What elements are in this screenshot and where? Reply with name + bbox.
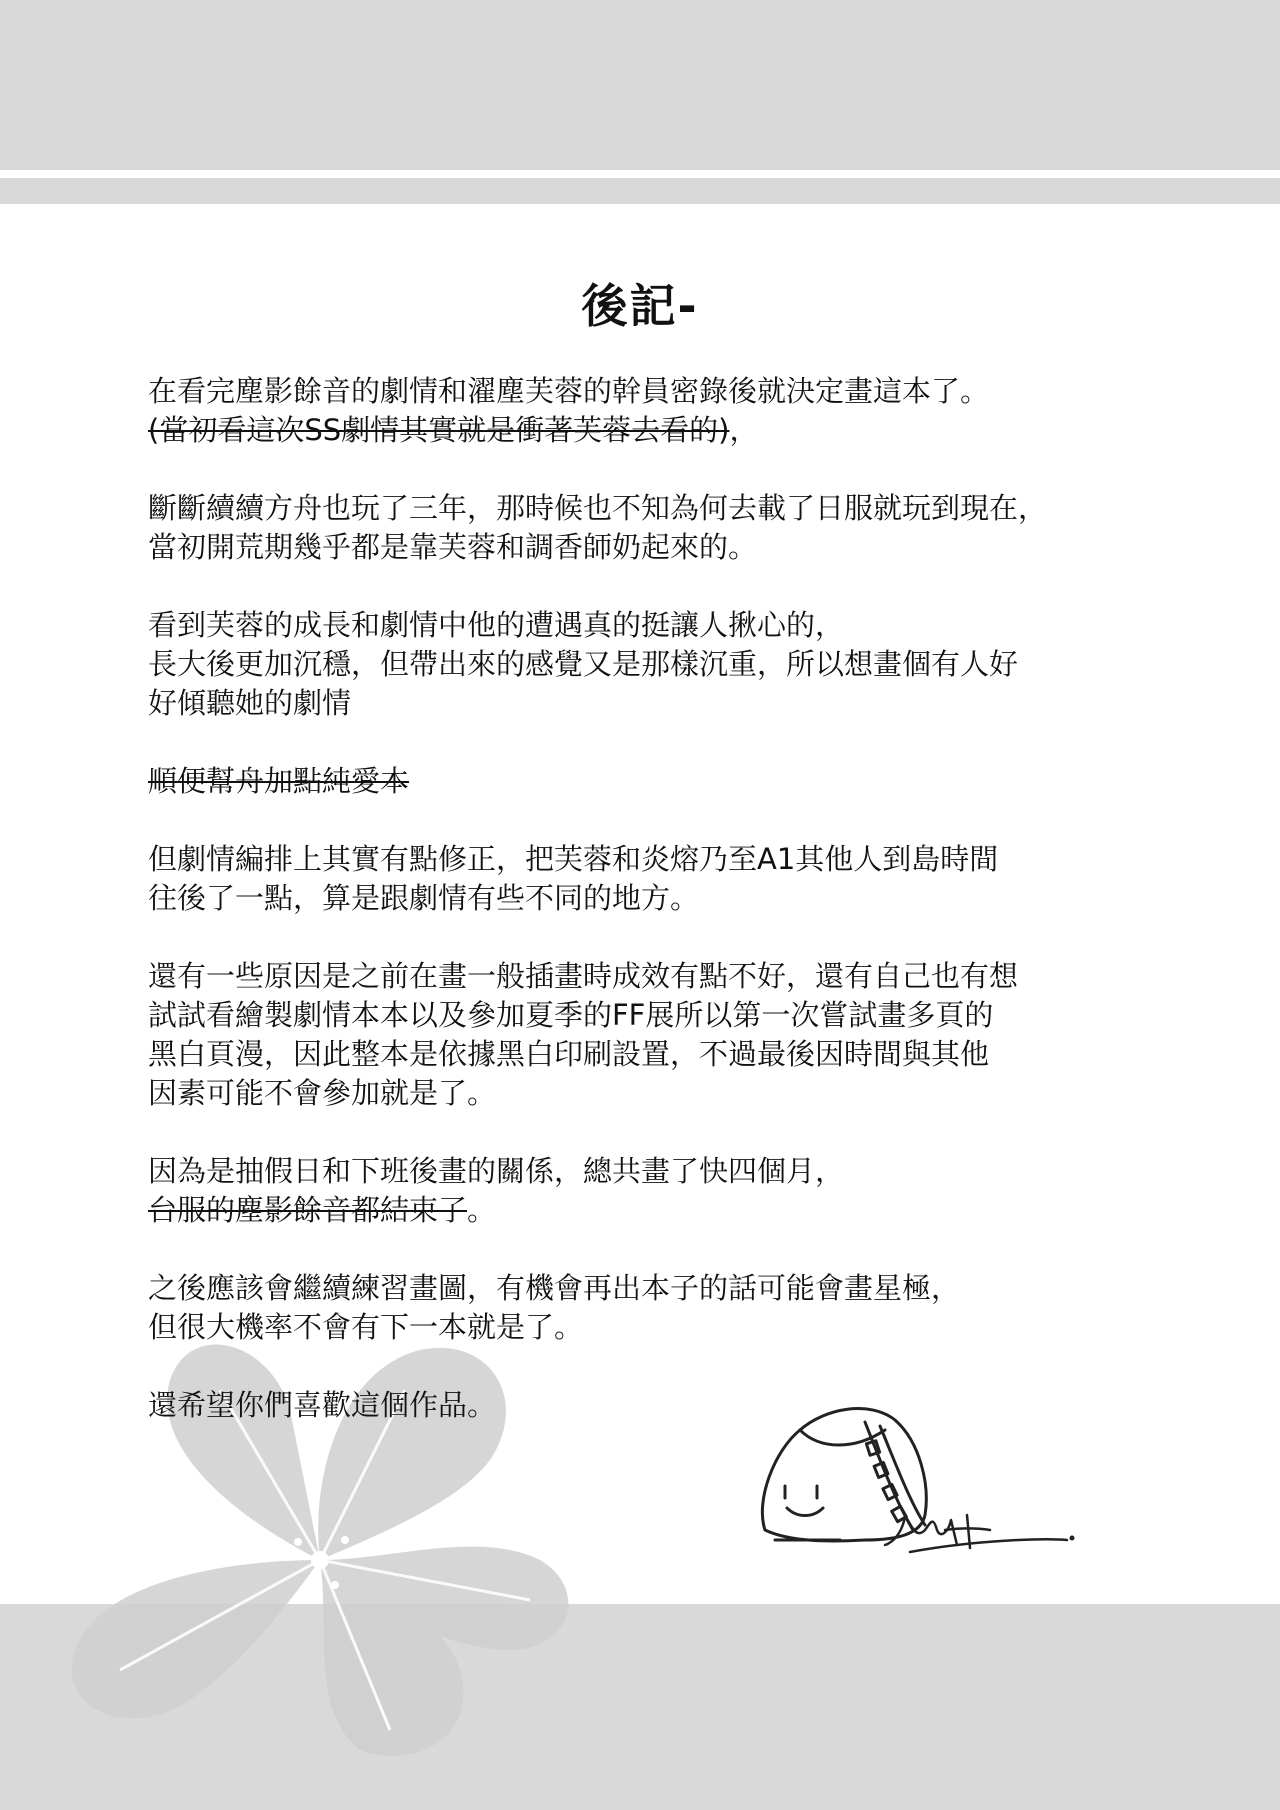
text-line	[148, 957, 1148, 996]
text-line	[148, 1152, 1148, 1191]
top-gray-strip	[0, 178, 1280, 204]
line-text: 看到芙蓉的成長和劇情中他的遭遇真的挺讓人揪心的，	[148, 608, 845, 642]
text-line	[148, 840, 1148, 879]
line-punctuation: ，	[729, 413, 759, 447]
text-line	[148, 1308, 1148, 1347]
text-line	[148, 1074, 1148, 1113]
text-line	[148, 996, 1148, 1035]
text-line	[148, 489, 1148, 528]
signature-doodle	[745, 1390, 1085, 1570]
top-gray-band	[0, 0, 1280, 170]
line-text: 長大後更加沉穩，但帶出來的感覺又是那樣沉重，所以想畫個有人好	[148, 647, 1019, 681]
paragraph	[148, 372, 1148, 450]
afterword-body	[148, 372, 1148, 1464]
line-text: 試試看繪製劇情本本以及參加夏季的FF展所以第一次嘗試畫多頁的	[148, 998, 994, 1032]
line-text: 當初開荒期幾乎都是靠芙蓉和調香師奶起來的。	[148, 530, 758, 564]
paragraph	[148, 840, 1148, 918]
line-text: 在看完塵影餘音的劇情和濯塵芙蓉的幹員密錄後就決定畫這本了。	[148, 374, 990, 408]
text-line	[148, 606, 1148, 645]
text-line	[148, 1269, 1148, 1308]
line-text: 斷斷續續方舟也玩了三年，那時候也不知為何去載了日服就玩到現在，	[148, 491, 1048, 525]
text-line	[148, 372, 1148, 411]
page-title: 後記-	[581, 279, 699, 333]
text-line	[148, 684, 1148, 723]
struck-text-line	[148, 1191, 1148, 1230]
line-text: 順便幫舟加點純愛本	[148, 764, 410, 798]
line-text: 黑白頁漫，因此整本是依據黑白印刷設置，不過最後因時間與其他	[148, 1037, 990, 1071]
text-line	[148, 645, 1148, 684]
line-text: 但很大機率不會有下一本就是了。	[148, 1310, 584, 1344]
paragraph	[148, 489, 1148, 567]
line-text: 台服的塵影餘音都結束了	[148, 1193, 468, 1227]
struck-text-line	[148, 762, 1148, 801]
line-text: 還有一些原因是之前在畫一般插畫時成效有點不好，還有自己也有想	[148, 959, 1019, 993]
line-text: 但劇情編排上其實有點修正，把芙蓉和炎熔乃至A1其他人到島時間	[148, 842, 999, 876]
paragraph	[148, 762, 1148, 801]
text-line	[148, 879, 1148, 918]
paragraph	[148, 1269, 1148, 1347]
line-text: 還希望你們喜歡這個作品。	[148, 1388, 497, 1422]
paragraph	[148, 606, 1148, 723]
line-text: 往後了一點，算是跟劇情有些不同的地方。	[148, 881, 700, 915]
line-text: 因素可能不會參加就是了。	[148, 1076, 497, 1110]
line-text: (當初看這次SS劇情其實就是衝著芙蓉去看的)	[148, 413, 730, 447]
text-line	[148, 1035, 1148, 1074]
text-line	[148, 528, 1148, 567]
struck-text-line	[148, 411, 1148, 450]
paragraph	[148, 1152, 1148, 1230]
top-band-divider	[0, 171, 1280, 178]
line-text: 好傾聽她的劇情	[148, 686, 352, 720]
line-text: 因為是抽假日和下班後畫的關係，總共畫了快四個月，	[148, 1154, 845, 1188]
paragraph	[148, 957, 1148, 1113]
line-text: 之後應該會繼續練習畫圖，有機會再出本子的話可能會畫星極，	[148, 1271, 961, 1305]
line-punctuation: 。	[467, 1193, 497, 1227]
